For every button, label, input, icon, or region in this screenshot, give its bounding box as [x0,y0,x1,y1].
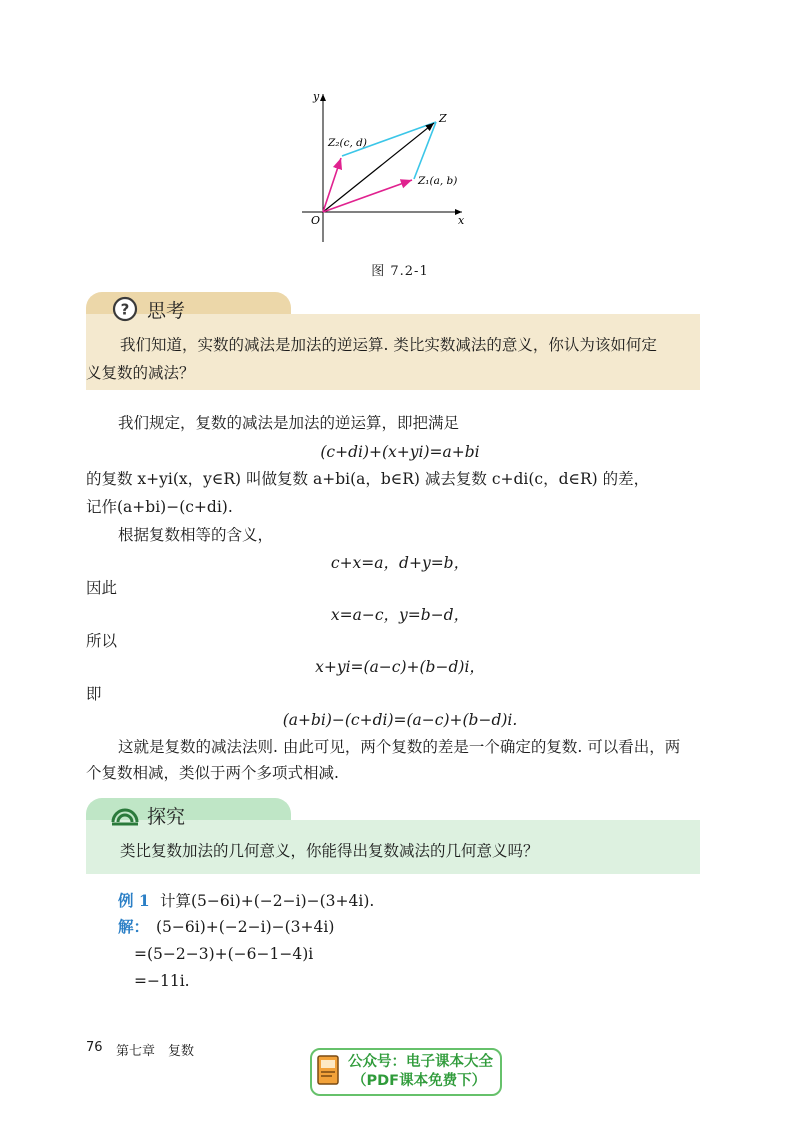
paragraph-7: 即 [86,685,102,703]
paragraph-6: 所以 [86,632,118,650]
paragraph-8: 这就是复数的减法法则. 由此可见，两个复数的差是一个确定的复数. 可以看出，两 [118,738,681,756]
think-title: 思考 [147,300,186,322]
z-label: Z [439,112,447,125]
think-line-1: 我们知道，实数的减法是加法的逆运算. 类比实数减法的意义，你认为该如何定 [120,336,657,354]
page-number: 76 [86,1040,103,1055]
z1-label: Z₁(a, b) [418,175,458,187]
solution-label: 解： [118,917,150,936]
x-label: x [458,214,465,227]
think-line-2: 义复数的减法？ [86,364,195,382]
z2-label: Z₂(c, d) [328,137,367,149]
equation-5: (a+bi)−(c+di)=(a−c)+(b−d)i. [282,711,518,729]
complex-plane-figure [290,86,490,246]
example-label: 例 1 [118,891,150,910]
watermark-line-2: （PDF课本免费下） [352,1073,487,1089]
solution-line-2: =(5−2−3)+(−6−1−4)i [134,945,314,963]
figure-caption: 图 7.2-1 [371,264,429,279]
svg-text:?: ? [120,300,130,319]
watermark-line-1: 公众号：电子课本大全 [348,1054,493,1070]
explore-icon [110,802,140,828]
equation-3: x=a−c，y=b−d， [330,606,470,624]
explore-text: 类比复数加法的几何意义，你能得出复数减法的几何意义吗？ [120,842,539,860]
paragraph-9: 个复数相减，类似于两个多项式相减. [86,764,339,782]
paragraph-1: 我们规定，复数的减法是加法的逆运算，即把满足 [118,414,460,432]
book-icon [316,1054,342,1088]
origin-label: O [311,214,321,227]
vector-oz2 [323,158,341,212]
equation-1: (c+di)+(x+yi)=a+bi [320,443,480,461]
paragraph-2: 的复数 x+yi(x，y∈R) 叫做复数 a+bi(a，b∈R) 减去复数 c+di(c，d∈R) 的差， [86,470,650,488]
paragraph-3: 记作(a+bi)−(c+di). [86,498,233,516]
solution-line-1: (5−6i)+(−2−i)−(3+4i) [156,918,335,936]
equation-4: x+yi=(a−c)+(b−d)i， [315,658,485,676]
y-label: y [313,90,320,103]
question-icon [112,296,138,322]
solution-line-3: =−11i. [134,972,190,990]
chapter-title: 第七章 复数 [116,1044,195,1059]
vector-oz1 [323,180,412,212]
paragraph-5: 因此 [86,579,118,597]
paragraph-4: 根据复数相等的含义， [118,526,274,544]
explore-title: 探究 [147,806,186,828]
equation-2: c+x=a，d+y=b， [330,554,470,572]
example-problem: 计算(5−6i)+(−2−i)−(3+4i). [160,892,375,910]
